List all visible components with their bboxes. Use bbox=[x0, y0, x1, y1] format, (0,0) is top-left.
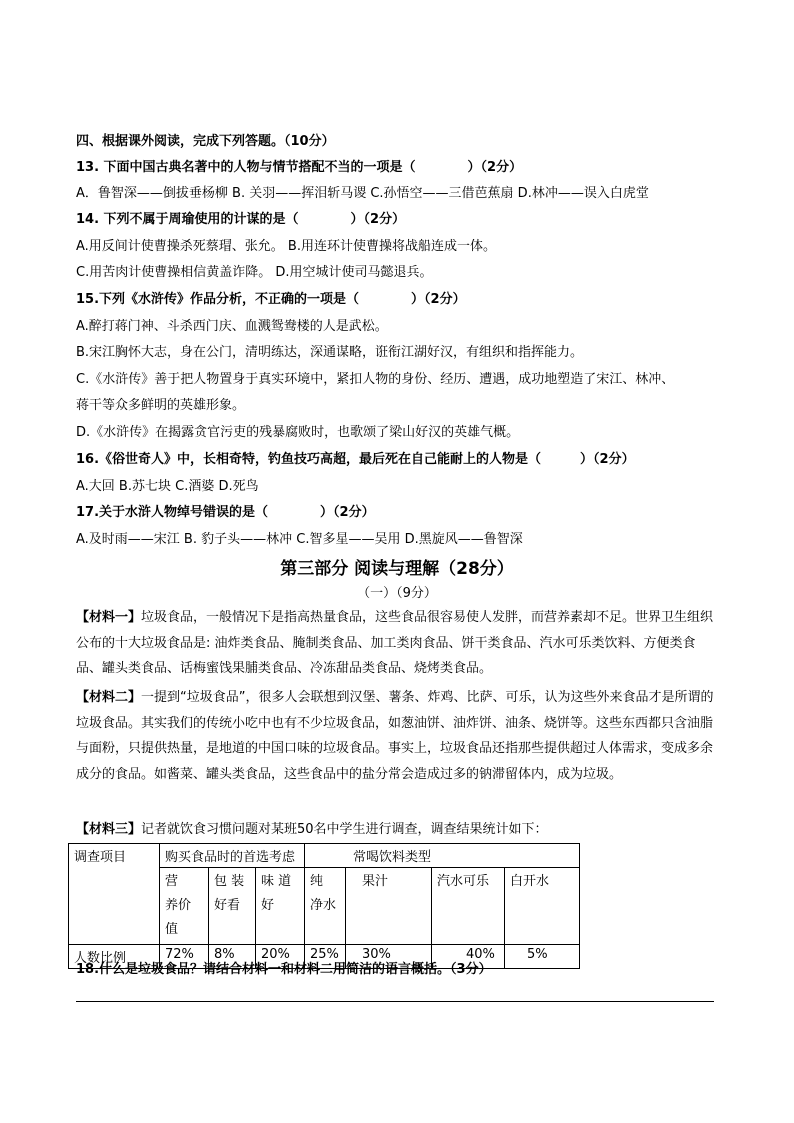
survey-table bbox=[68, 843, 580, 969]
q16-stem: 16.《俗世奇人》中，长相奇特，钓鱼技巧高超，最后死在自己能耐上的人物是（ ）（2分） bbox=[76, 452, 635, 467]
table-cell: 20% bbox=[256, 945, 305, 969]
material-2-tag: 【材料二】 bbox=[76, 690, 142, 705]
part3-title: 第三部分 阅读与理解（28分） bbox=[280, 559, 514, 579]
q15-option-c-line1: C.《水浒传》善于把人物置身于真实环境中，紧扣人物的身份、经历、遭遇，成功地塑造了宋江、林冲、 bbox=[76, 372, 675, 387]
table-col-packaging: 包 装好看 bbox=[209, 868, 256, 945]
material-3-text: 记者就饮食习惯问题对某班50名中学生进行调查，调查结果统计如下： bbox=[141, 822, 548, 837]
part3-subtitle: （一）（9分） bbox=[357, 586, 437, 601]
section4-title: 四、根据课外阅读，完成下列答题。（10分） bbox=[76, 134, 335, 149]
q13-stem: 13. 下面中国古典名著中的人物与情节搭配不当的一项是（ ）（2分） bbox=[76, 160, 523, 175]
material-2-text: 一提到“垃圾食品”，很多人会联想到汉堡、薯条、炸鸡、比萨、可乐，认为这些外来食品才是所谓的垃圾食品。其实我们的传统小吃中也有不少垃圾食品，如葱油饼、油炸饼、油条、烧饼等。这些东西都只含油脂与面粉，只提供热量，是地道的中国口味的垃圾食品。事实上，垃圾食品还指那些提供超过人体需求，变成多余成分的食品。如酱菜、罐头类食品，这些食品中的盐分常会造成过多的钠滞留体内，成为垃圾。 bbox=[76, 690, 714, 782]
q15-option-b: B.宋江胸怀大志，身在公门，清明练达，深通谋略，诳衔江湖好汉，有组织和指挥能力。 bbox=[76, 345, 584, 360]
q14-options-cd: C.用苦肉计使曹操相信黄盖诈降。 D.用空城计使司马懿退兵。 bbox=[76, 265, 433, 280]
table-cell: 40% bbox=[432, 945, 505, 969]
q14-stem: 14. 下列不属于周瑜使用的计谋的是（ ）（2分） bbox=[76, 212, 406, 227]
material-2 bbox=[76, 685, 716, 787]
q18-stem: 18.什么是垃圾食品？请结合材料一和材料二用简洁的语言概括。（3分） bbox=[76, 962, 492, 977]
table-col-water: 纯 净水 bbox=[305, 868, 346, 945]
table-header-item: 调查项目 bbox=[69, 844, 160, 945]
material-3-tag: 【材料三】 bbox=[76, 822, 142, 837]
table-col-nutrition: 营 养价值 bbox=[160, 868, 209, 945]
table-row-label: 人数比例 bbox=[69, 945, 160, 969]
table-col-juice: 果汁 bbox=[346, 868, 432, 945]
table-col-taste: 味 道好 bbox=[256, 868, 305, 945]
q17-stem: 17.关于水浒人物绰号错误的是（ ）（2分） bbox=[76, 505, 375, 520]
q16-options: A.大回 B.苏七块 C.酒婆 D.死鸟 bbox=[76, 479, 259, 494]
q17-options: A.及时雨——宋江 B. 豹子头——林冲 C.智多星——吴用 D.黑旋风——鲁智深 bbox=[76, 532, 523, 547]
q14-options-ab: A.用反间计使曹操杀死蔡瑁、张允。 B.用连环计使曹操将战船连成一体。 bbox=[76, 239, 496, 254]
q15-stem: 15.下列《水浒传》作品分析，不正确的一项是（ ）（2分） bbox=[76, 292, 466, 307]
table-header-group2: 常喝饮料类型 bbox=[305, 844, 580, 868]
q15-option-c-line2: 蒋干等众多鲜明的英雄形象。 bbox=[76, 398, 246, 413]
material-3 bbox=[76, 822, 548, 838]
material-1-text: 垃圾食品，一般情况下是指高热量食品，这些食品很容易使人发胖，而营养素却不足。世界卫生组织公布的十大垃圾食品是: 油炸类食品、腌制类食品、加工类肉食品、饼干类食品、汽水可乐类饮料、方便类食品、罐头类食品、话梅蜜饯果脯类食品、冷冻甜品类食品、烧烤类食品。 bbox=[76, 610, 714, 676]
table-cell: 8% bbox=[209, 945, 256, 969]
table-col-soda: 汽水可乐 bbox=[432, 868, 505, 945]
table-header-row bbox=[69, 844, 580, 868]
q15-option-d: D.《水浒传》在揭露贪官污吏的残暴腐败时，也歌颂了梁山好汉的英雄气概。 bbox=[76, 425, 520, 440]
answer-line[interactable] bbox=[76, 1001, 714, 1002]
table-col-boiled-water: 白开水 bbox=[505, 868, 580, 945]
table-cell: 72% bbox=[160, 945, 209, 969]
material-1 bbox=[76, 605, 716, 682]
table-cell: 30% bbox=[346, 945, 432, 969]
material-1-tag: 【材料一】 bbox=[76, 610, 142, 625]
q13-options: A．鲁智深——倒拔垂杨柳 B. 关羽——挥泪斩马谡 C.孙悟空——三借芭蕉扇 D.林冲——误入白虎堂 bbox=[76, 186, 649, 201]
table-cell: 25% bbox=[305, 945, 346, 969]
table-header-group1: 购买食品时的首选考虑 bbox=[160, 844, 305, 868]
table-cell: 5% bbox=[505, 945, 580, 969]
q15-option-a: A.醉打蒋门神、斗杀西门庆、血溅鸳鸯楼的人是武松。 bbox=[76, 319, 388, 334]
